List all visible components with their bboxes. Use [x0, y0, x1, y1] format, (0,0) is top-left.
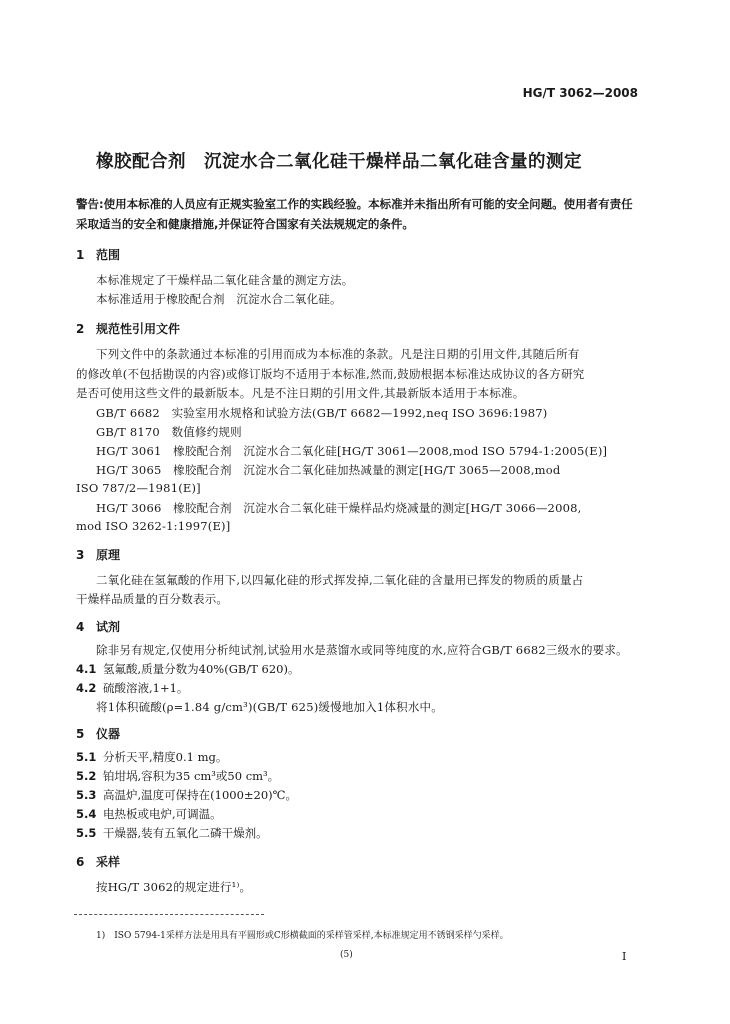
- reagent-item: 4.2 硫酸溶液,1+1。: [76, 681, 189, 695]
- reference-item: HG/T 3061 橡胶配合剂 沉淀水合二氧化硅[HG/T 3061—2008,mod ISO 5794-1:2005(E)]: [96, 444, 608, 458]
- page-number: (5): [340, 950, 353, 960]
- section-4-intro: 除非另有规定,仅使用分析纯试剂,试验用水是蒸馏水或同等纯度的水,应符合GB/T 6682三级水的要求。: [96, 643, 628, 657]
- reference-item: GB/T 6682 实验室用水规格和试验方法(GB/T 6682—1992,neq ISO 3696:1987): [96, 406, 548, 420]
- section-3-line: 二氧化硅在氢氟酸的作用下,以四氟化硅的形式挥发掉,二氧化硅的含量用已挥发的物质的质量占: [96, 573, 584, 587]
- reference-item-continued: mod ISO 3262-1:1997(E)]: [76, 519, 231, 533]
- document-code: HG/T 3062—2008: [522, 86, 638, 100]
- section-1-line: 本标准适用于橡胶配合剂 沉淀水合二氧化硅。: [96, 292, 342, 306]
- reference-item: GB/T 8170 数值修约规则: [96, 425, 242, 439]
- section-6-heading: 6 采样: [76, 855, 121, 869]
- section-3-heading: 3 原理: [76, 548, 121, 562]
- section-4-heading: 4 试剂: [76, 620, 121, 634]
- footnote: 1) ISO 5794-1采样方法是用具有平圆形或C形横截面的采样管采样,本标准规定用不锈钢采样勺采样。: [96, 931, 509, 941]
- margin-mark: I: [622, 950, 627, 963]
- section-1-heading: 1 范围: [76, 248, 121, 262]
- section-2-intro-line: 是否可使用这些文件的最新版本。凡是不注日期的引用文件,其最新版本适用于本标准。: [76, 386, 525, 400]
- section-6-text: 按HG/T 3062的规定进行¹⁾。: [96, 880, 252, 894]
- section-2-heading: 2 规范性引用文件: [76, 322, 181, 336]
- reference-item: HG/T 3065 橡胶配合剂 沉淀水合二氧化硅加热减量的测定[HG/T 3065—2008,mod: [96, 463, 561, 477]
- apparatus-item: 5.5 干燥器,装有五氧化二磷干燥剂。: [76, 826, 268, 840]
- section-2-intro-line: 下列文件中的条款通过本标准的引用而成为本标准的条款。凡是注日期的引用文件,其随后所有: [96, 347, 580, 361]
- reference-item-continued: ISO 787/2—1981(E)]: [76, 481, 201, 495]
- section-3-line: 干燥样品质量的百分数表示。: [76, 592, 229, 606]
- warning-text: 警告:使用本标准的人员应有正规实验室工作的实践经验。本标准并未指出所有可能的安全问题。使用者有责任采取适当的安全和健康措施,并保证符合国家有关法规规定的条件。: [76, 197, 633, 231]
- apparatus-item: 5.3 高温炉,温度可保持在(1000±20)℃。: [76, 788, 298, 802]
- reagent-item: 4.1 氢氟酸,质量分数为40%(GB/T 620)。: [76, 662, 300, 676]
- apparatus-item: 5.2 铂坩埚,容积为35 cm³或50 cm³。: [76, 769, 280, 783]
- reference-item: HG/T 3066 橡胶配合剂 沉淀水合二氧化硅干燥样品灼烧减量的测定[HG/T 3066—2008,: [96, 501, 582, 515]
- section-5-heading: 5 仪器: [76, 727, 121, 741]
- apparatus-item: 5.1 分析天平,精度0.1 mg。: [76, 750, 228, 764]
- section-1-line: 本标准规定了干燥样品二氧化硅含量的测定方法。: [96, 273, 354, 287]
- reagent-note: 将1体积硫酸(ρ=1.84 g/cm³)(GB/T 625)缓慢地加入1体积水中。: [96, 700, 443, 714]
- page-title: 橡胶配合剂 沉淀水合二氧化硅干燥样品二氧化硅含量的测定: [96, 152, 582, 172]
- footnote-divider: [74, 914, 264, 915]
- section-2-intro-line: 的修改单(不包括勘误的内容)或修订版均不适用于本标准,然而,鼓励根据本标准达成协议的各方研究: [76, 367, 585, 381]
- apparatus-item: 5.4 电热板或电炉,可调温。: [76, 807, 222, 821]
